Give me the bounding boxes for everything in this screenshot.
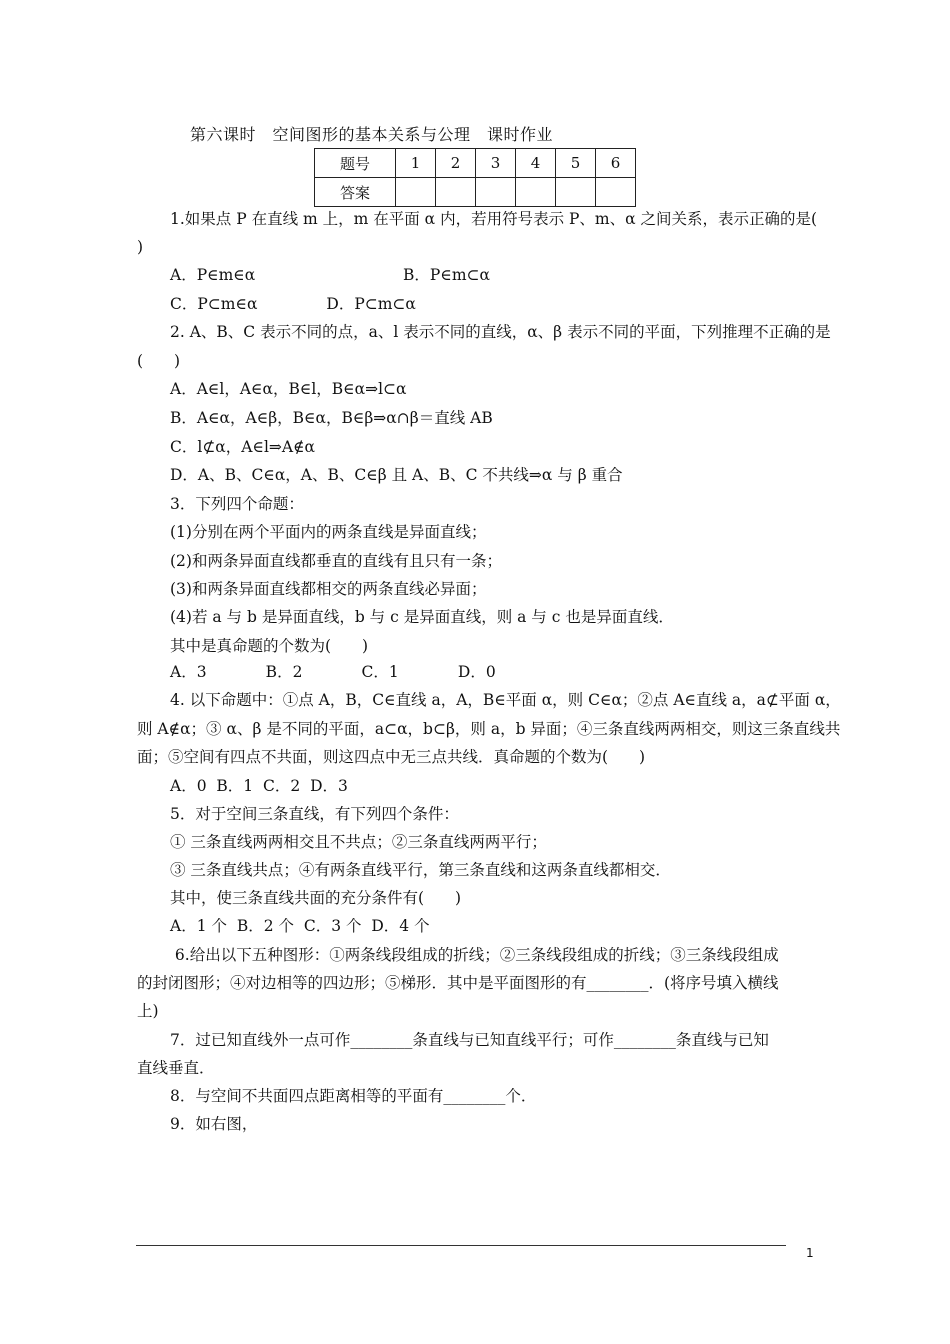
q1-options-cd: C．P⊂m∈α D．P⊂m⊂α	[170, 295, 416, 313]
answer-cell	[396, 178, 436, 207]
answer-table-number: 3	[476, 149, 516, 178]
q2-stem-cont: ( )	[137, 352, 181, 370]
q6-stem-cont2: 上)	[137, 1002, 159, 1020]
answer-table-number: 2	[436, 149, 476, 178]
q3-question: 其中是真命题的个数为( )	[170, 637, 369, 655]
answer-table-row2-label: 答案	[315, 178, 396, 207]
q4-stem-cont2: 面；⑤空间有四点不共面，则这四点中无三点共线．真命题的个数为( )	[137, 748, 646, 766]
q1-stem: 1.如果点 P 在直线 m 上，m 在平面 α 内，若用符号表示 P、m、α 之间关系，表示正确的是(	[170, 210, 818, 228]
q2-option-d: D．A、B、C∈α，A、B、C∈β 且 A、B、C 不共线⇒α 与 β 重合	[170, 466, 623, 484]
q5-question: 其中，使三条直线共面的充分条件有( )	[170, 889, 462, 907]
q9-stem: 9．如右图，	[170, 1115, 258, 1133]
q6-stem: 6.给出以下五种图形：①两条线段组成的折线；②三条线段组成的折线；③三条线段组成	[170, 946, 779, 964]
q5-options: A．1 个 B．2 个 C．3 个 D．4 个	[170, 917, 430, 935]
q3-item-2: (2)和两条异面直线都垂直的直线有且只有一条；	[170, 552, 502, 570]
answer-table-row1-label: 题号	[315, 149, 396, 178]
q2-option-a: A．A∈l，A∈α，B∈l，B∈α⇒l⊂α	[170, 380, 407, 398]
answer-table-number-row	[315, 149, 636, 178]
answer-table-answer-row	[315, 178, 636, 207]
answer-table	[314, 148, 636, 207]
q1-stem-cont: )	[137, 238, 144, 256]
answer-cell	[436, 178, 476, 207]
q3-item-1: (1)分别在两个平面内的两条直线是异面直线；	[170, 523, 487, 541]
q5-conditions-2: ③ 三条直线共点；④有两条直线平行，第三条直线和这两条直线都相交．	[170, 861, 671, 879]
answer-cell	[596, 178, 636, 207]
answer-cell	[476, 178, 516, 207]
q3-stem: 3．下列四个命题：	[170, 495, 304, 513]
answer-table-number: 1	[396, 149, 436, 178]
answer-cell	[516, 178, 556, 207]
answer-cell	[556, 178, 596, 207]
q7-stem: 7．过已知直线外一点可作________条直线与已知直线平行；可作________条直线与已知	[170, 1031, 769, 1049]
q4-options: A．0 B．1 C．2 D．3	[170, 777, 348, 795]
q1-options-ab: A．P∈m∈α B．P∈m⊂α	[170, 266, 490, 284]
page-title: 第六课时 空间图形的基本关系与公理 课时作业	[190, 125, 554, 144]
q4-stem: 4. 以下命题中：①点 A，B，C∈直线 a，A，B∈平面 α，则 C∈α；②点 A∈直线 a，a⊄平面 α，	[170, 691, 841, 709]
page-number: 1	[806, 1246, 814, 1260]
q2-option-c: C．l⊄α，A∈l⇒A∉α	[170, 438, 316, 456]
q8-stem: 8．与空间不共面四点距离相等的平面有________个．	[170, 1087, 537, 1105]
q3-options: A．3 B．2 C．1 D．0	[170, 663, 496, 681]
q6-stem-cont1: 的封闭图形；④对边相等的四边形；⑤梯形．其中是平面图形的有________．(将序号填入横线	[137, 974, 779, 992]
answer-table-number: 4	[516, 149, 556, 178]
q5-conditions-1: ① 三条直线两两相交且不共点；②三条直线两两平行；	[170, 833, 547, 851]
q4-stem-cont1: 则 A∉α；③ α、β 是不同的平面，a⊂α，b⊂β，则 a，b 异面；④三条直线两两相交，则这三条直线共	[137, 720, 841, 738]
answer-table-number: 6	[596, 149, 636, 178]
footer-divider	[136, 1245, 786, 1246]
q5-stem: 5．对于空间三条直线，有下列四个条件：	[170, 805, 459, 823]
q3-item-3: (3)和两条异面直线都相交的两条直线必异面；	[170, 580, 487, 598]
answer-table-number: 5	[556, 149, 596, 178]
q7-stem-cont: 直线垂直．	[137, 1059, 215, 1077]
q2-option-b: B．A∈α，A∈β，B∈α，B∈β⇒α∩β＝直线 AB	[170, 409, 493, 427]
q3-item-4: (4)若 a 与 b 是异面直线，b 与 c 是异面直线，则 a 与 c 也是异面直线．	[170, 608, 674, 626]
q2-stem: 2. A、B、C 表示不同的点，a、l 表示不同的直线，α、β 表示不同的平面，下列推理不正确的是	[170, 323, 831, 341]
